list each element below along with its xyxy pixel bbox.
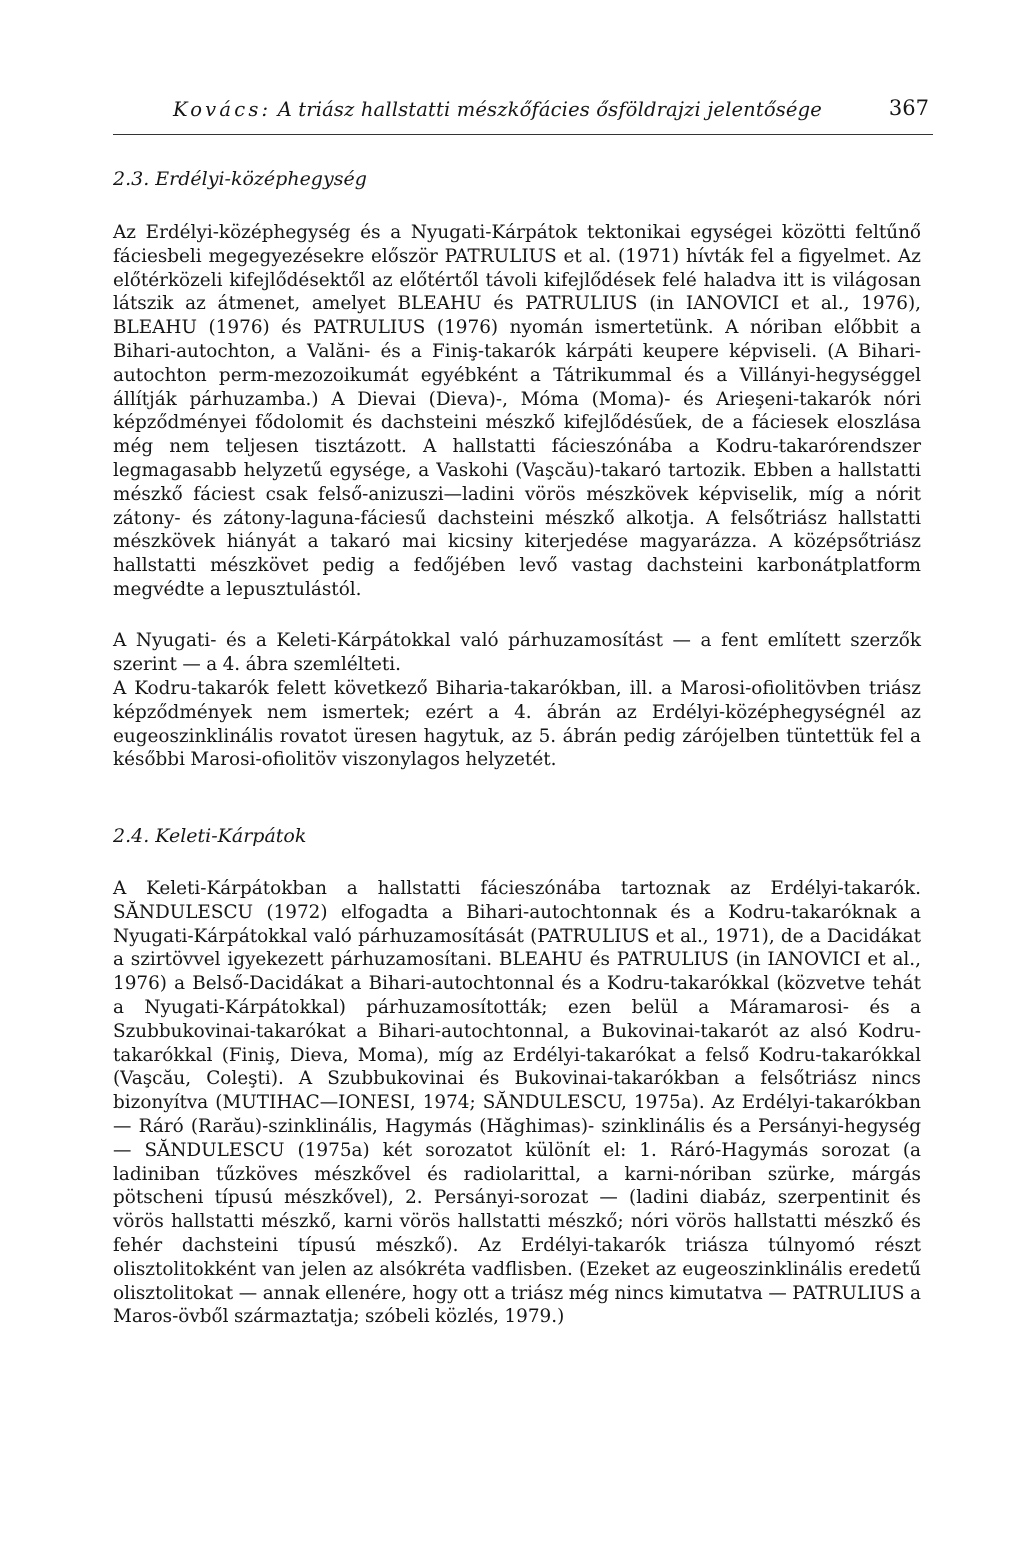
section-heading-keleti-karpatok: 2.4. Keleti-Kárpátok (113, 825, 307, 847)
header-rule (113, 134, 933, 135)
running-head (113, 84, 933, 134)
paragraph: A Nyugati- és a Keleti-Kárpátokkal való párhuzamosítást — a fent említett szerzők szerint — a 4. ábra szemlélteti. (113, 630, 921, 675)
running-head-title (173, 98, 822, 121)
page-number: 367 (888, 96, 929, 120)
paragraph: Az Erdélyi-középhegység és a Nyugati-Kárpátok tektonikai egységei közötti feltűnő fáciesbeli megegyezésekre először PATRULIUS et al. (1971) hívták fel a figyelmet. Az előtérközeli kifejlődésektől az előtértől távoli kifejlődések felé haladva itt is világosan látszik az átmenet, amelyet BLEAHU és PATRULIUS (in IANOVICI et al., 1976), BLEAHU (1976) és PATRULIUS (1976) nyomán ismertetünk. A nóriban előbbit a Bihari-autochton, a Valăni- és a Finiş-takarók kárpáti keupere képviseli. (A Bihari-autochton perm-mezozoikumát egyébként a Tátrikummal és a Villányi-hegységgel állítják párhuzamba.) A Dievai (Dieva)-, Móma (Moma)- és Arieşeni-takarók nóri képződményei fődolomit és dachsteini mészkő kifejlődésűek, de a fáciesek eloszlása még nem teljesen tisztázott. A hallstatti fácieszónába a Kodru-takarórendszer legmagasabb helyzetű egysége, a Vaskohi (Vaşcău)-takaró tartozik. Ebben a hallstatti mészkő fáciest csak felső-anizuszi—ladini vörös mészkövek képviselik, míg a nórit zátony- és zátony-laguna-fáciesű dachsteini mészkő alkotja. A felsőtriász hallstatti mészkövek hiányát a takaró mai kicsiny kiterjedése magyarázza. A középsőtriász hallstatti mészkövet pedig a fedőjében levő vastag dachsteini karbonátplatform megvédte a lepusztulástól. (113, 222, 921, 600)
running-head-article-title: A triász hallstatti mészkőfácies ősföldrajzi jelentősége (277, 98, 822, 121)
paragraph: A Keleti-Kárpátokban a hallstatti fácieszónába tartoznak az Erdélyi-takarók. SĂNDULESCU (1972) elfogadta a Bihari-autochtonnak és a Kodru-takaróknak a Nyugati-Kárpátokkal való párhuzamosítását (PATRULIUS et al., 1971), de a Dacidákat a szirtövvel igyekezett párhuzamosítani. BLEAHU és PATRULIUS (in IANOVICI et al., 1976) a Belső-Dacidákat a Bihari-autochtonnal és a Kodru-takarókkal (közvetve tehát a Nyugati-Kárpátokkal) párhuzamosították; ezen belül a Máramarosi- és a Szubbukovinai-takarókat a Bihari-autochtonnal, a Bukovinai-takarót az alsó Kodru-takarókkal (Finiş, Dieva, Moma), míg az Erdélyi-takarókat a felső Kodru-takarókkal (Vaşcău, Coleşti). A Szubbukovinai és Bukovinai-takarókban a felsőtriász nincs bizonyítva (MUTIHAC—IONESI, 1974; SĂNDULESCU, 1975a). Az Erdélyi-takarókban — Ráró (Rarău)-szinklinális, Hagymás (Hăghimas)- szinklinális és a Persányi-hegység — SĂNDULESCU (1975a) két sorozatot különít el: 1. Ráró-Hagymás sorozat (a ladiniban tűzköves mészkővel és radiolarittal, a karni-nóriban szürke, márgás pötscheni típusú mészkővel), 2. Persányi-sorozat — (ladini diabáz, szerpentinit és vörös hallstatti mészkő, karni vörös hallstatti mészkő; nóri vörös hallstatti mészkő és fehér dachsteini típusú mészkő). Az Erdélyi-takarók triásza túlnyomó részt olisztolitokként van jelen az alsókréta vadflisben. (Ezeket az eugeoszinklinális eredetű olisztolitokat — annak ellenére, hogy ott a triász még nincs kimutatva — PATRULIUS a Maros-övből származtatja; szóbeli közlés, 1979.) (113, 878, 921, 1328)
running-head-author: Kovács: (173, 98, 272, 121)
section-heading-erdelyi-kozephegyseg: 2.3. Erdélyi-középhegység (113, 168, 367, 190)
paragraph: A Kodru-takarók felett következő Biharia-takarókban, ill. a Marosi-ofiolitövben triász képződmények nem ismertek; ezért a 4. ábrán az Erdélyi-középhegységnél az eugeoszinklinális rovatot üresen hagytuk, az 5. ábrán pedig zárójelben tüntettük fel a későbbi Marosi-ofiolitöv viszonylagos helyzetét. (113, 678, 921, 771)
